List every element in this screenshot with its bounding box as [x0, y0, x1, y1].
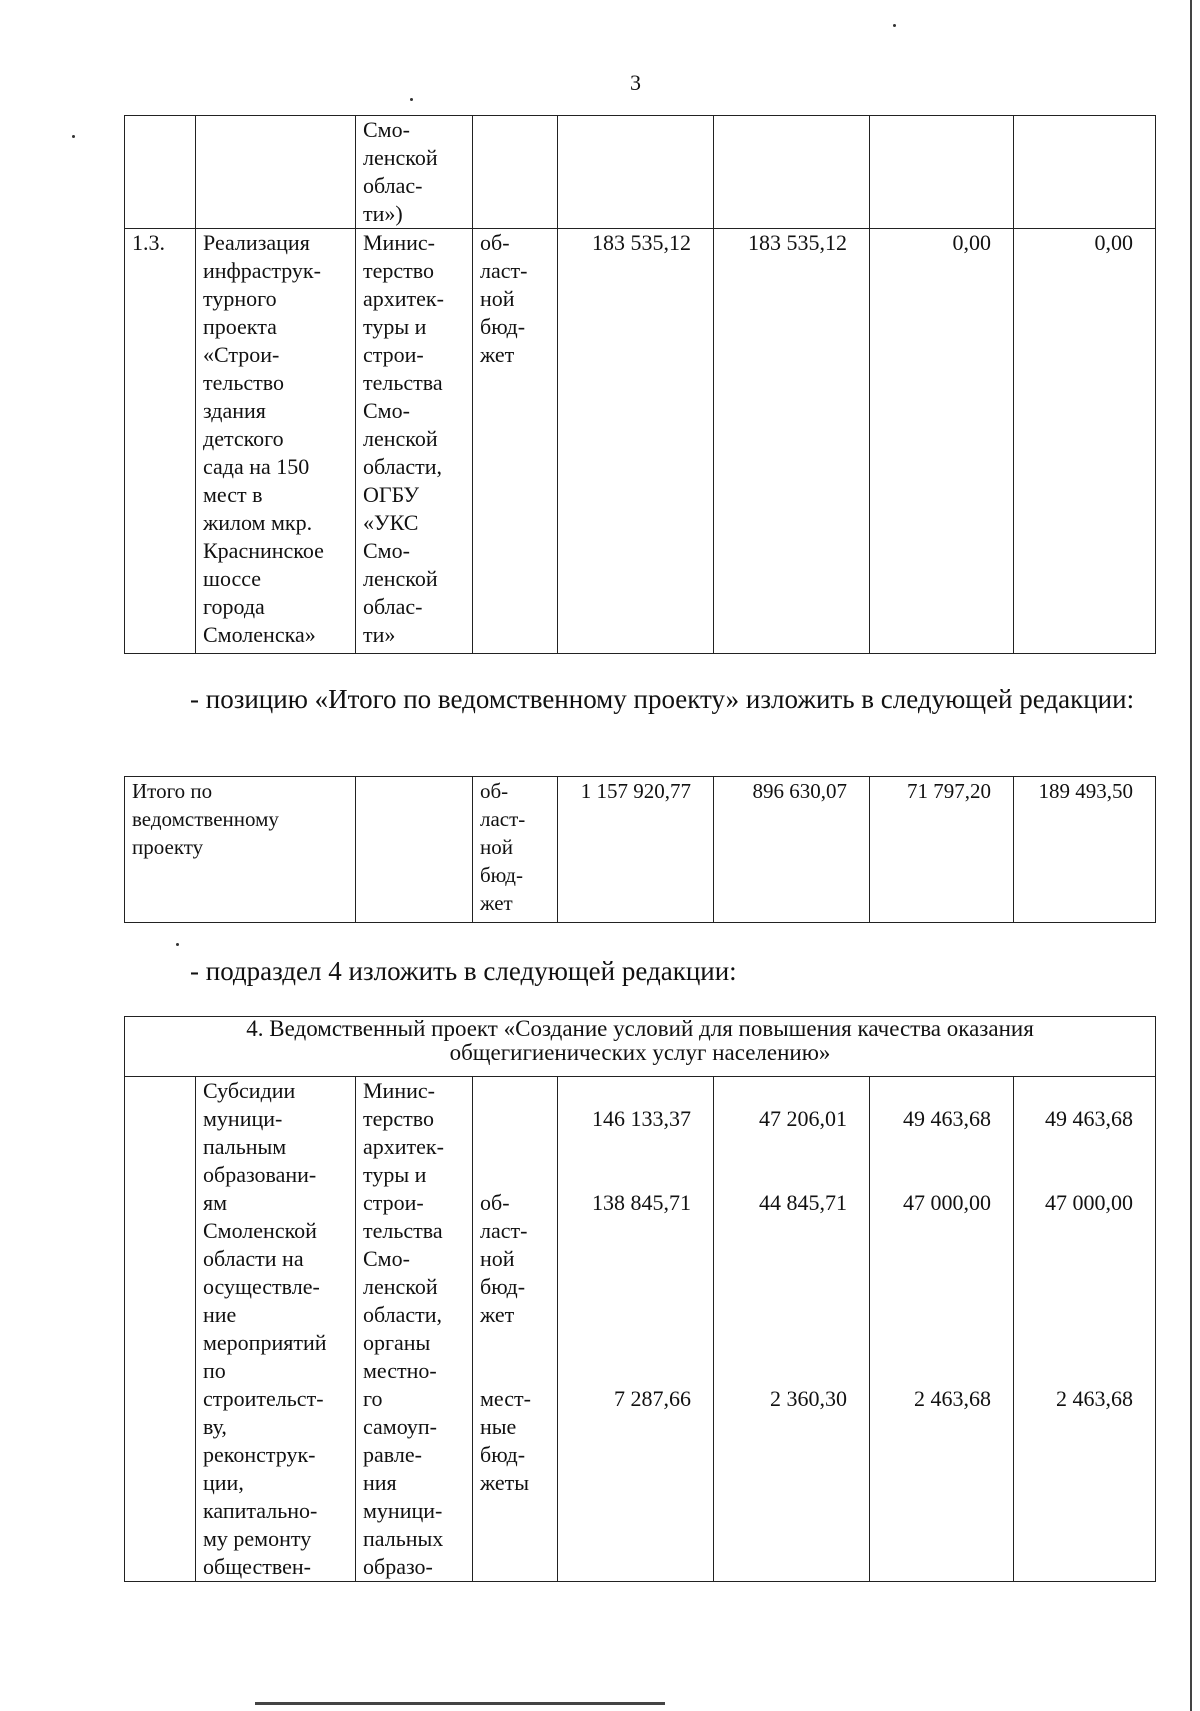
cell-source: об- ласт- ной бюд- жет	[473, 777, 558, 923]
cell-no: 1.3.	[125, 229, 196, 654]
cell-year1	[714, 116, 870, 229]
cell-source	[473, 116, 558, 229]
cell-name: Реализация инфраструк- турного проекта «Строи- тельство здания детского сада на 150 мест в жилом мкр. Краснинское шоссе города Смоленска»	[196, 229, 356, 654]
cell-executor: Смо- ленской облас- ти»)	[356, 116, 473, 229]
bottom-rule	[255, 1702, 665, 1705]
value-total: 146 133,37	[592, 1106, 691, 1131]
cell-year3: 189 493,50	[1014, 777, 1156, 923]
value-regional: 138 845,71	[592, 1190, 691, 1215]
section4-table	[124, 1016, 1156, 1582]
cell-executor: Минис- терство архитек- туры и строи- тельства Смо- ленской области, органы местно- го самоуп- равле- ния муници- пальных образо-	[356, 1077, 473, 1582]
cell-total-label: Итого по ведомственному проекту	[125, 777, 356, 923]
value-regional: 44 845,71	[759, 1190, 847, 1215]
source-regional: об- ласт- ной бюд- жет	[480, 1190, 528, 1327]
cell-year1: 896 630,07	[714, 777, 870, 923]
scan-speck	[72, 135, 75, 138]
value-regional: 47 000,00	[903, 1190, 991, 1215]
table-row-1-3	[125, 229, 1156, 654]
cell-year2: 0,00	[870, 229, 1014, 654]
cell-no	[125, 116, 196, 229]
cell-year2	[870, 1077, 1014, 1582]
source-total	[480, 1105, 550, 1161]
value-local: 2 360,30	[770, 1386, 847, 1411]
cell-year3	[1014, 116, 1156, 229]
cell-source: об- ласт- ной бюд- жет	[473, 229, 558, 654]
cell-year3	[1014, 1077, 1156, 1582]
cell-executor	[356, 777, 473, 923]
value-regional: 47 000,00	[1045, 1190, 1134, 1215]
cell-source	[473, 1077, 558, 1582]
paragraph-subsection-4: - подраздел 4 изложить в следующей редакции:	[190, 956, 737, 986]
cell-executor: Минис- терство архитек- туры и строи- тельства Смо- ленской области, ОГБУ «УКС Смо- ленской облас- ти»	[356, 229, 473, 654]
paragraph-total-position: - позицию «Итого по ведомственному проекту» изложить в следующей редакции:	[190, 684, 1135, 714]
table-row-subsidies	[125, 1077, 1156, 1582]
value-total: 49 463,68	[1045, 1106, 1134, 1131]
value-total: 49 463,68	[903, 1106, 991, 1131]
section-title-row	[125, 1017, 1156, 1077]
page-number: 3	[630, 70, 641, 95]
value-local: 2 463,68	[914, 1386, 991, 1411]
scan-speck	[176, 943, 179, 946]
source-local: мест- ные бюд- жеты	[480, 1386, 531, 1495]
cell-year2	[870, 116, 1014, 229]
scan-speck	[893, 24, 896, 27]
cell-year2: 71 797,20	[870, 777, 1014, 923]
cell-name	[196, 116, 356, 229]
cell-total	[558, 1077, 714, 1582]
cell-total	[558, 116, 714, 229]
cell-year1: 183 535,12	[714, 229, 870, 654]
section-title: 4. Ведомственный проект «Создание условий для повышения качества оказания общегигиенических услуг населению»	[125, 1017, 1156, 1077]
projects-table	[124, 115, 1156, 654]
table-row-continuation	[125, 116, 1156, 229]
value-local: 7 287,66	[614, 1386, 691, 1411]
cell-name: Субсидии муници- пальным образовани- ям Смоленской области на осуществле- ние мероприятий по строительст- ву, реконструк- ции, капитально- му ремонту обществен-	[196, 1077, 356, 1582]
cell-total: 1 157 920,77	[558, 777, 714, 923]
cell-year1	[714, 1077, 870, 1582]
total-table	[124, 776, 1156, 923]
table-row-total	[125, 777, 1156, 923]
scan-speck	[410, 98, 413, 101]
value-total: 47 206,01	[759, 1106, 847, 1131]
cell-year3: 0,00	[1014, 229, 1156, 654]
scan-edge-line	[1190, 0, 1192, 1711]
cell-total: 183 535,12	[558, 229, 714, 654]
cell-no	[125, 1077, 196, 1582]
value-local: 2 463,68	[1056, 1386, 1134, 1411]
